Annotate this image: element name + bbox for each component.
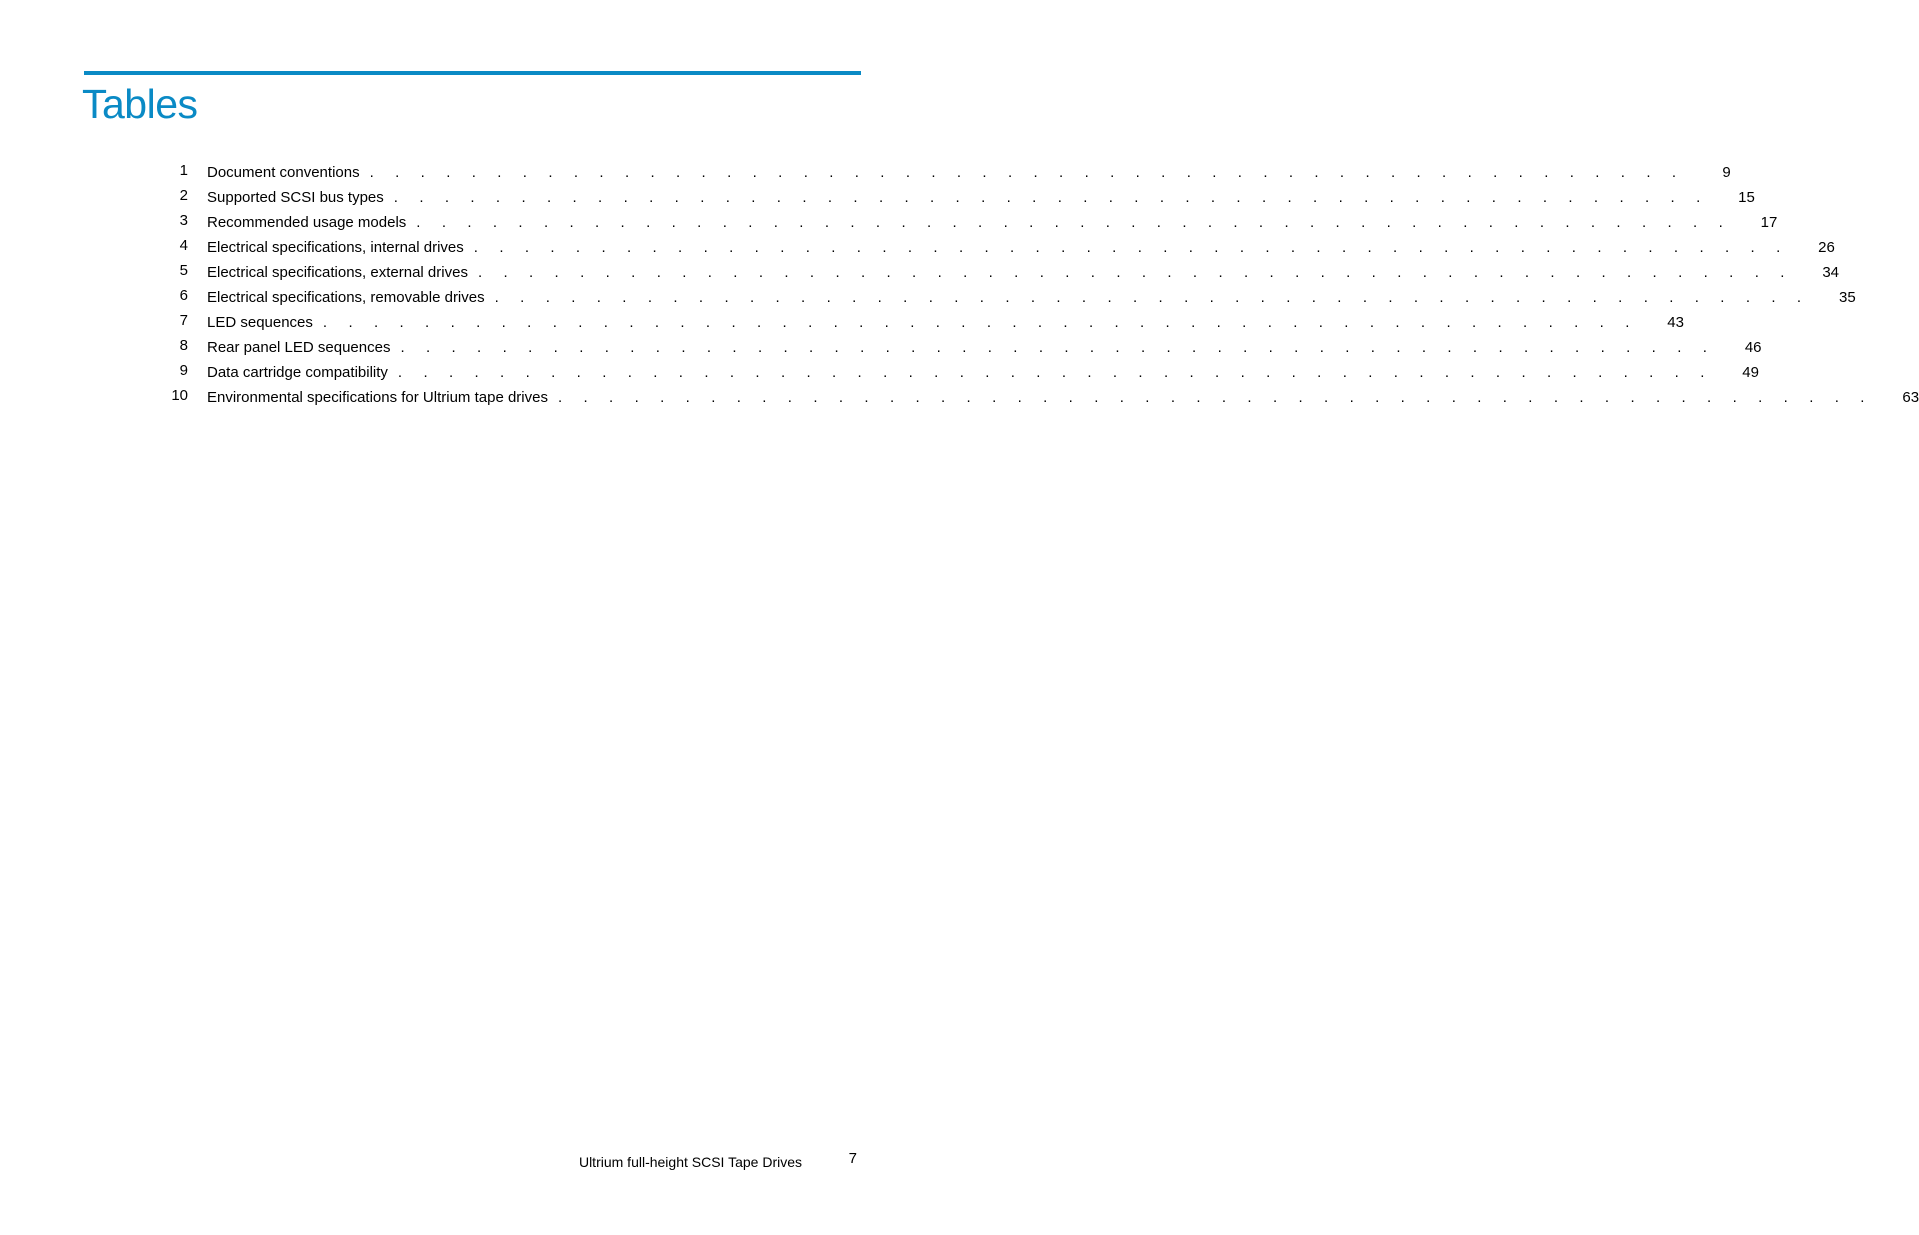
page-number-link[interactable]: 46	[1744, 339, 1762, 356]
dot-leader: . . . . . . . . . . . . . . . . . . . . . . . . . . . . . . . . . . . . . . . . . . . . . . . . . . . .	[322, 314, 1638, 331]
dot-leader: . . . . . . . . . . . . . . . . . . . . . . . . . . . . . . . . . . . . . . . . . . . . . . . . . . . .	[557, 389, 1874, 406]
toc-entry-4[interactable]	[160, 232, 1835, 257]
table-title-link[interactable]: Recommended usage models	[207, 214, 407, 231]
toc-entry-9[interactable]	[160, 357, 1759, 382]
dot-leader: . . . . . . . . . . . . . . . . . . . . . . . . . . . . . . . . . . . . . . . . . . . . . . . . . . . .	[477, 264, 1794, 281]
dot-leader: . . . . . . . . . . . . . . . . . . . . . . . . . . . . . . . . . . . . . . . . . . . . . . . . . . . .	[400, 339, 1716, 356]
page-number-link[interactable]: 49	[1742, 364, 1759, 381]
page-number-link[interactable]: 35	[1839, 289, 1856, 306]
page-number-link[interactable]: 63	[1902, 389, 1919, 406]
table-title-link[interactable]: Electrical specifications, removable drives	[207, 289, 485, 306]
table-number: 4	[179, 237, 188, 254]
table-title-link[interactable]: LED sequences	[207, 314, 313, 331]
toc-entry-5[interactable]	[160, 257, 1840, 282]
page-number-link[interactable]: 34	[1822, 264, 1840, 281]
toc-entry-body	[207, 264, 1839, 282]
toc-entry-7[interactable]	[160, 307, 1684, 332]
toc-entry-body	[207, 164, 1731, 182]
dot-leader: . . . . . . . . . . . . . . . . . . . . . . . . . . . . . . . . . . . . . . . . . . . . . . . . . . . .	[494, 289, 1810, 306]
toc-entry-body	[207, 289, 1856, 307]
table-number: 5	[179, 262, 188, 279]
table-number: 9	[179, 362, 188, 379]
toc-entry-body	[207, 189, 1755, 207]
table-number: 6	[179, 287, 188, 304]
table-number: 2	[179, 187, 188, 204]
page-number-link[interactable]: 43	[1667, 314, 1684, 331]
toc-entry-body	[207, 239, 1835, 257]
table-number: 8	[179, 337, 188, 354]
table-number: 1	[179, 162, 188, 179]
dot-leader: . . . . . . . . . . . . . . . . . . . . . . . . . . . . . . . . . . . . . . . . . . . . . . . . . . . .	[393, 189, 1709, 206]
page-number-link[interactable]: 9	[1722, 164, 1731, 181]
table-number: 3	[179, 212, 188, 229]
table-title-link[interactable]: Rear panel LED sequences	[207, 339, 391, 356]
dot-leader: . . . . . . . . . . . . . . . . . . . . . . . . . . . . . . . . . . . . . . . . . . . . . . . . . . . .	[397, 364, 1713, 381]
toc-entry-6[interactable]	[160, 282, 1856, 307]
page-title: Tables	[82, 81, 198, 127]
page-number-link[interactable]: 15	[1738, 189, 1755, 206]
table-number: 7	[179, 312, 188, 329]
table-number: 10	[171, 387, 188, 404]
dot-leader: . . . . . . . . . . . . . . . . . . . . . . . . . . . . . . . . . . . . . . . . . . . . . . . . . . . .	[369, 164, 1685, 181]
toc-entry-8[interactable]	[160, 332, 1762, 357]
table-title-link[interactable]: Electrical specifications, external drives	[207, 264, 468, 281]
toc-entry-10[interactable]	[160, 382, 1919, 407]
toc-entry-1[interactable]	[160, 157, 1731, 182]
dot-leader: . . . . . . . . . . . . . . . . . . . . . . . . . . . . . . . . . . . . . . . . . . . . . . . . . . . .	[473, 239, 1789, 256]
toc-entry-body	[207, 389, 1919, 407]
table-title-link[interactable]: Data cartridge compatibility	[207, 364, 388, 381]
footer-document-title: Ultrium full-height SCSI Tape Drives	[578, 1154, 802, 1170]
table-title-link[interactable]: Document conventions	[207, 164, 360, 181]
toc-entry-2[interactable]	[160, 182, 1755, 207]
page-number-link[interactable]: 26	[1818, 239, 1835, 256]
table-title-link[interactable]: Environmental specifications for Ultrium tape drives	[207, 389, 548, 406]
table-title-link[interactable]: Supported SCSI bus types	[207, 189, 384, 206]
toc-entry-3[interactable]	[160, 207, 1778, 232]
table-list	[160, 157, 1919, 407]
toc-entry-body	[207, 364, 1759, 382]
page-number-link[interactable]: 17	[1760, 214, 1778, 231]
dot-leader: . . . . . . . . . . . . . . . . . . . . . . . . . . . . . . . . . . . . . . . . . . . . . . . . . . . .	[416, 214, 1732, 231]
toc-entry-body	[207, 214, 1777, 232]
toc-entry-body	[207, 339, 1762, 357]
title-rule	[84, 71, 861, 75]
table-title-link[interactable]: Electrical specifications, internal drives	[207, 239, 464, 256]
footer-page-number: 7	[848, 1150, 857, 1167]
toc-entry-body	[207, 314, 1684, 332]
